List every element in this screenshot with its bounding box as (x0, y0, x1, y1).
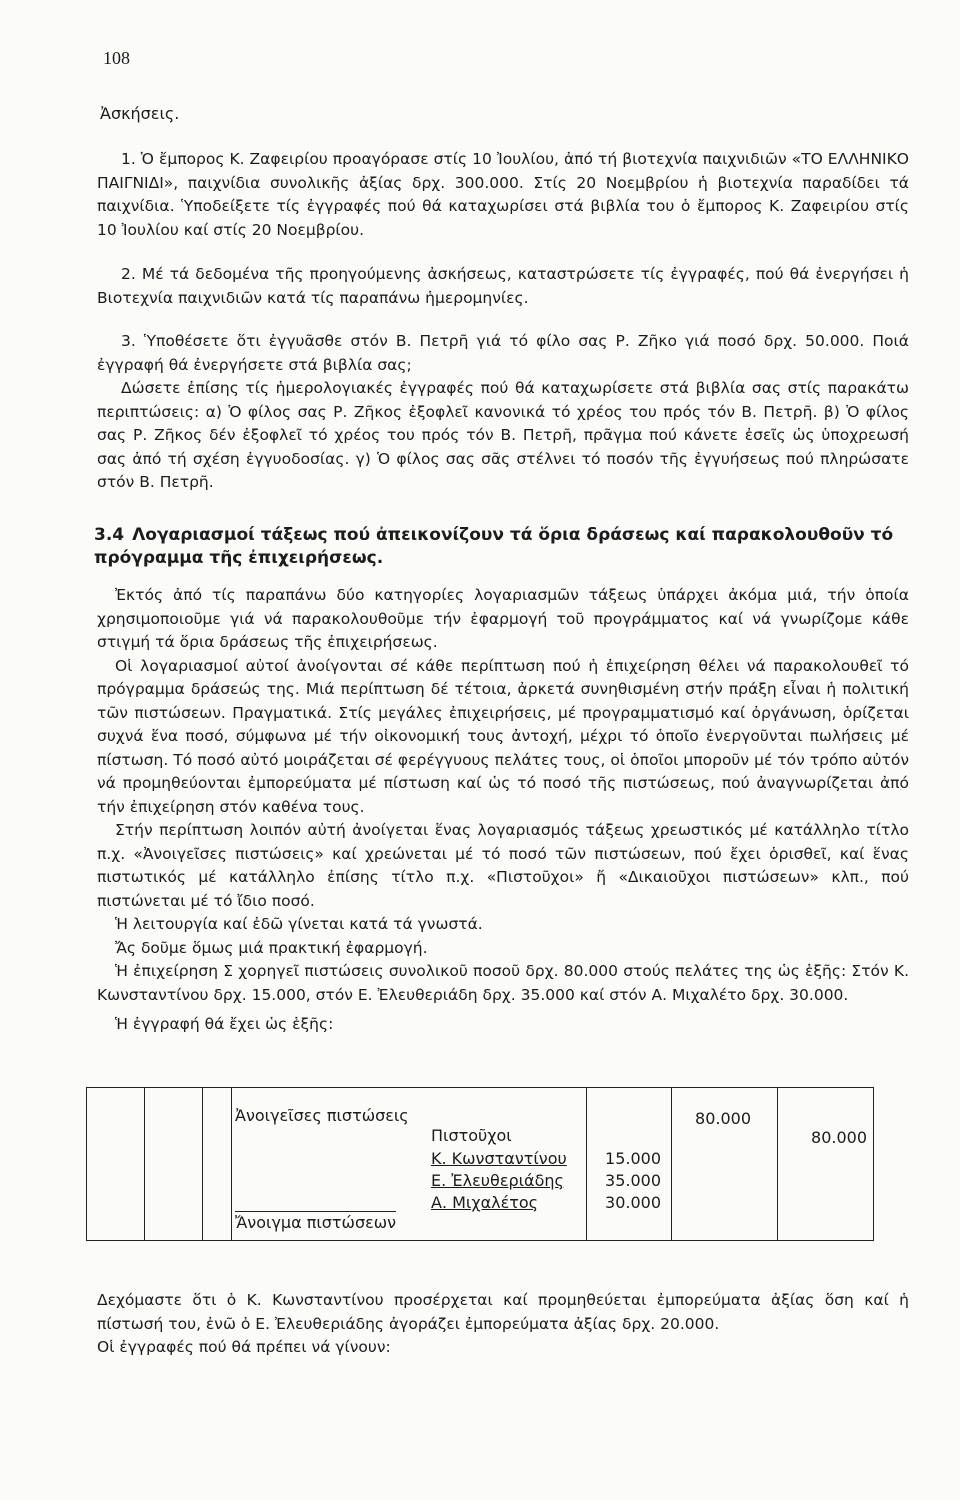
exercise-1 (97, 148, 909, 242)
body-paragraph: Ἄς δοῦμε ὅμως μιά πρακτική ἐφαρμογή. (115, 938, 428, 957)
journal-entry-table (86, 1087, 874, 1241)
sub-account-amount: 15.000 (605, 1149, 661, 1168)
body-paragraph: Ἡ ἐπιχείρηση Σ χορηγεῖ πιστώσεις συνολικοῦ ποσοῦ δρχ. 80.000 στούς πελάτες της ὡς ἑξῆς: Στόν Κ. Κωνσταντίνου δρχ. 15.000, στόν Ε. Ἐλευθεριάδη δρχ. 35.000 καί στόν Α. Μιχαλέτο δρχ. 30.000. (97, 962, 909, 1004)
column-divider (202, 1088, 203, 1240)
section-body (97, 584, 909, 1037)
exercises-heading: Ἀσκήσεις. (100, 104, 180, 123)
exercise-3 (97, 330, 909, 495)
column-divider (671, 1088, 672, 1240)
sub-account-name: Ε. Ἐλευθεριάδης (431, 1171, 564, 1190)
debit-account: Ἀνοιγεῖσες πιστώσεις (235, 1106, 409, 1125)
body-paragraph: Ἐκτός ἀπό τίς παραπάνω δύο κατηγορίες λογαριασμῶν τάξεως ὑπάρχει ἀκόμα μιά, τήν ὁποία χρησιμοποιοῦμε γιά νά παρακολουθοῦμε τήν ἐφαρμογή τοῦ προγράμματος καί νά γνωρίζομε κάθε στιγμή τά ὅρια δράσεως τῆς ἐπιχειρήσεως. (97, 586, 909, 651)
closing-text (97, 1289, 909, 1360)
sub-account-name: Κ. Κωνσταντίνου (431, 1149, 567, 1168)
exercise-3-cases: Δώσετε ἐπίσης τίς ἡμερολογιακές ἐγγραφές πού θά καταχωρίσετε στά βιβλία σας στίς παρακάτω περιπτώσεις: α) Ὁ φίλος σας Ρ. Ζῆκος ἐξοφλεῖ κανονικά τό χρέος του πρός τόν Β. Πετρῆ. β) Ὁ φίλος σας Ρ. Ζῆκος δέν ἐξοφλεῖ τό χρέος του πρός τόν Β. Πετρῆ, πρᾶγμα πού κάνετε ἐσεῖς ὡς ὑποχρεωσή σας ἀπό τή σχέση ἐγγυοδοσίας. γ) Ὁ φίλος σας σᾶς στέλνει τό ποσόν τῆς ἐγγυήσεως πού πληρώσατε στόν Β. Πετρῆ. (97, 379, 909, 491)
column-divider (144, 1088, 145, 1240)
sub-account-amount: 30.000 (605, 1193, 661, 1212)
section-title: Λογαριασμοί τάξεως πού ἀπεικονίζουν τά ὅρια δράσεως καί παρακολουθοῦν τό πρόγραμμα τῆς ἐπιχειρήσεως. (94, 525, 894, 568)
exercise-2-text: 2. Μέ τά δεδομένα τῆς προηγούμενης ἀσκήσεως, καταστρώσετε τίς ἐγγραφές, πού θά ἐνεργήσει ἡ Βιοτεχνία παιχνιδιῶν κατά τίς παραπάνω ἡμερομηνίες. (97, 265, 909, 307)
body-paragraph: Ἡ λειτουργία καί ἐδῶ γίνεται κατά τά γνωστά. (115, 915, 483, 933)
sub-account-name: Α. Μιχαλέτος (431, 1193, 539, 1212)
exercise-3-question: 3. Ὑποθέσετε ὅτι ἐγγυᾶσθε στόν Β. Πετρῆ γιά τό φίλο σας Ρ. Ζῆκο γιά ποσό δρχ. 50.000. Ποιά ἐγγραφή θά ἐνεργήσετε στά βιβλία σας; (97, 332, 909, 374)
page-number: 108 (103, 48, 130, 68)
debit-total: 80.000 (695, 1109, 751, 1128)
sub-account-amount: 35.000 (605, 1171, 661, 1190)
exercise-2 (97, 263, 909, 310)
section-number: 3.4 (94, 525, 125, 545)
entry-caption: Ἄνοιγμα πιστώσεων (235, 1213, 397, 1232)
closing-paragraph: Οἱ ἐγγραφές πού θά πρέπει νά γίνουν: (97, 1338, 391, 1356)
credit-total: 80.000 (811, 1128, 867, 1147)
section-heading (94, 524, 916, 570)
column-divider (231, 1088, 232, 1240)
body-paragraph: Στήν περίπτωση λοιπόν αὐτή ἀνοίγεται ἕνας λογαριασμός τάξεως χρεωστικός μέ κατάλληλο τίτλο π.χ. «Ἀνοιγεῖσες πιστώσεις» καί χρεώνεται μέ τό ποσό τῶν πιστώσεων, πού ἔχει ὁρισθεῖ, καί ἕνας πιστωτικός μέ κατάλληλο ἐπίσης τίτλο π.χ. «Πιστοῦχοι» ἤ «Δικαιοῦχοι πιστώσεων» κλπ., πού πιστώνεται μέ τό ἴδιο ποσό. (97, 821, 909, 910)
exercise-1-text: 1. Ὁ ἔμπορος Κ. Ζαφειρίου προαγόρασε στίς 10 Ἰουλίου, ἀπό τή βιοτεχνία παιχνιδιῶν «ΤΟ ΕΛΛΗΝΙΚΟ ΠΑΙΓΝΙΔΙ», παιχνίδια συνολικῆς ἀξίας δρχ. 300.000. Στίς 20 Νοεμβρίου ἡ βιοτεχνία παραδίδει τά παιχνίδια. Ὑποδείξετε τίς ἐγγραφές πού θά καταχωρίσει στά βιβλία του ὁ ἔμπορος Κ. Ζαφειρίου στίς 10 Ἰουλίου καί στίς 20 Νοεμβρίου. (97, 150, 909, 239)
credit-account: Πιστοῦχοι (431, 1126, 512, 1145)
body-paragraph: Ἡ ἐγγραφή θά ἔχει ὡς ἑξῆς: (115, 1015, 334, 1033)
body-paragraph: Οἱ λογαριασμοί αὐτοί ἀνοίγονται σέ κάθε περίπτωση πού ἡ ἐπιχείρηση θέλει νά παρακολουθεῖ τό πρόγραμμα δράσεώς της. Μιά περίπτωση δέ τέτοια, ἀρκετά συνηθισμένη στήν πράξη εἶναι ἡ πολιτική τῶν πιστώσεων. Πραγματικά. Στίς μεγάλες ἐπιχειρήσεις, μέ προγραμματισμό καί ὀργάνωση, ὁρίζεται συχνά ἕνα ποσό, σύμφωνα μέ τήν οἰκονομική τους ἀντοχή, μέχρι τό ὁποῖο ἐνεργοῦνται πωλήσεις μέ πίστωση. Τό ποσό αὐτό μοιράζεται σέ φερέγγυους πελάτες τους, οἱ ὁποῖοι μποροῦν μέ τόν τρόπο αὐτόν νά προμηθεύονται ἐμπορεύματα μέ πίστωση καί ὡς τό ποσό τῆς πιστώσεως, πού ἀναγνωρίζεται ἀπό τήν ἐπιχείρηση στόν καθένα τους. (97, 656, 909, 816)
closing-paragraph: Δεχόμαστε ὅτι ὁ Κ. Κωνσταντίνου προσέρχεται καί προμηθεύεται ἐμπορεύματα ἀξίας ὅση καί ἡ πίστωσή του, ἐνῶ ὁ Ε. Ἐλευθεριάδης ἀγοράζει ἐμπορεύματα ἀξίας δρχ. 20.000. (97, 1291, 909, 1333)
column-divider (777, 1088, 778, 1240)
